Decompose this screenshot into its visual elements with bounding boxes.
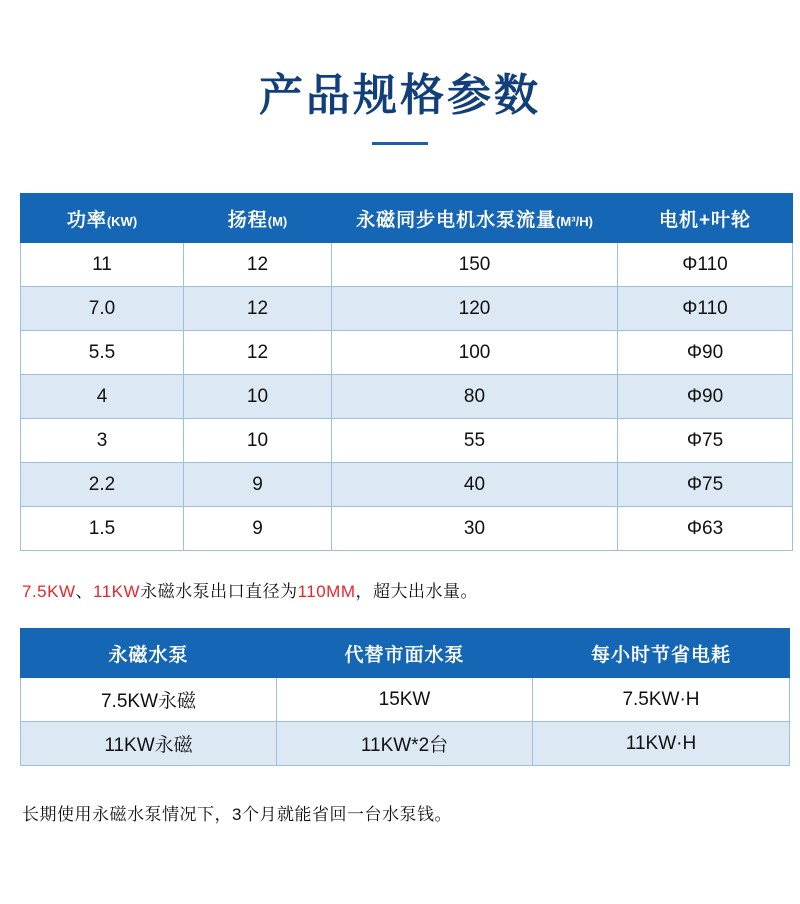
cell-permanent-magnet-pump: 11KW永磁 (21, 722, 277, 766)
cell-power: 11 (21, 243, 184, 287)
cell-head: 12 (184, 331, 332, 375)
cell-head: 9 (184, 463, 332, 507)
cell-replaced-pump: 15KW (277, 678, 533, 722)
cell-power: 4 (21, 375, 184, 419)
spec-col-power-unit: (KW) (106, 213, 138, 229)
spec-col-flow: 永磁同步电机水泵流量(M³/H) (332, 194, 618, 243)
table-row (21, 419, 793, 463)
spec-table-head (21, 194, 793, 243)
saving-col-permanent-magnet-pump: 永磁水泵 (21, 629, 277, 678)
saving-col-replaced-pump: 代替市面水泵 (277, 629, 533, 678)
spec-col-motor-impeller: 电机+叶轮 (618, 194, 793, 243)
table-row (21, 243, 793, 287)
cell-flow: 100 (332, 331, 618, 375)
cell-head: 10 (184, 419, 332, 463)
cell-head: 12 (184, 287, 332, 331)
cell-head: 12 (184, 243, 332, 287)
cell-flow: 55 (332, 419, 618, 463)
cell-flow: 80 (332, 375, 618, 419)
cell-head: 10 (184, 375, 332, 419)
spec-col-power: 功率(KW) (21, 194, 184, 243)
cell-power: 2.2 (21, 463, 184, 507)
cell-power: 7.0 (21, 287, 184, 331)
saving-table-wrap (0, 628, 800, 766)
cell-flow: 30 (332, 507, 618, 551)
payback-period-note: 长期使用永磁水泵情况下，3个月就能省回一台水泵钱。 (22, 805, 452, 825)
saving-col-hourly-saving: 每小时节省电耗 (533, 629, 790, 678)
saving-table (20, 628, 790, 766)
cell-head: 9 (184, 507, 332, 551)
saving-table-head (21, 629, 790, 678)
cell-permanent-magnet-pump: 7.5KW永磁 (21, 678, 277, 722)
outlet-diameter-note (0, 577, 800, 602)
saving-table-header-row (21, 629, 790, 678)
cell-motor-impeller: Φ90 (618, 331, 793, 375)
spec-table-header-row (21, 194, 793, 243)
cell-motor-impeller: Φ75 (618, 419, 793, 463)
note-highlight-power-2: 11KW (93, 582, 141, 602)
spec-table (20, 193, 793, 551)
note-separator: 、 (75, 582, 94, 602)
table-row (21, 463, 793, 507)
cell-motor-impeller: Φ63 (618, 507, 793, 551)
note-text-2: ，超大出水量。 (355, 582, 479, 602)
note-highlight-diameter: 110MM (297, 582, 356, 602)
note-highlight-power-1: 7.5KW (22, 582, 76, 602)
spec-table-body (21, 243, 793, 551)
table-row (21, 507, 793, 551)
spec-table-wrap (0, 193, 800, 551)
table-row (21, 678, 790, 722)
cell-motor-impeller: Φ110 (618, 243, 793, 287)
cell-hourly-saving: 7.5KW·H (533, 678, 790, 722)
cell-hourly-saving: 11KW·H (533, 722, 790, 766)
table-row (21, 375, 793, 419)
cell-power: 5.5 (21, 331, 184, 375)
note-text-1: 永磁水泵出口直径为 (140, 582, 298, 602)
table-row (21, 287, 793, 331)
cell-motor-impeller: Φ110 (618, 287, 793, 331)
cell-flow: 120 (332, 287, 618, 331)
table-row (21, 331, 793, 375)
cell-motor-impeller: Φ75 (618, 463, 793, 507)
spec-col-flow-unit: (M³/H) (556, 213, 593, 229)
saving-table-body (21, 678, 790, 766)
cell-motor-impeller: Φ90 (618, 375, 793, 419)
cell-flow: 40 (332, 463, 618, 507)
title-underline-divider (372, 142, 428, 145)
table-row (21, 722, 790, 766)
page-title: 产品规格参数 (259, 71, 541, 120)
cell-power: 3 (21, 419, 184, 463)
cell-power: 1.5 (21, 507, 184, 551)
cell-flow: 150 (332, 243, 618, 287)
spec-col-head: 扬程(M) (184, 194, 332, 243)
spec-col-head-unit: (M) (267, 213, 288, 229)
cell-replaced-pump: 11KW*2台 (277, 722, 533, 766)
